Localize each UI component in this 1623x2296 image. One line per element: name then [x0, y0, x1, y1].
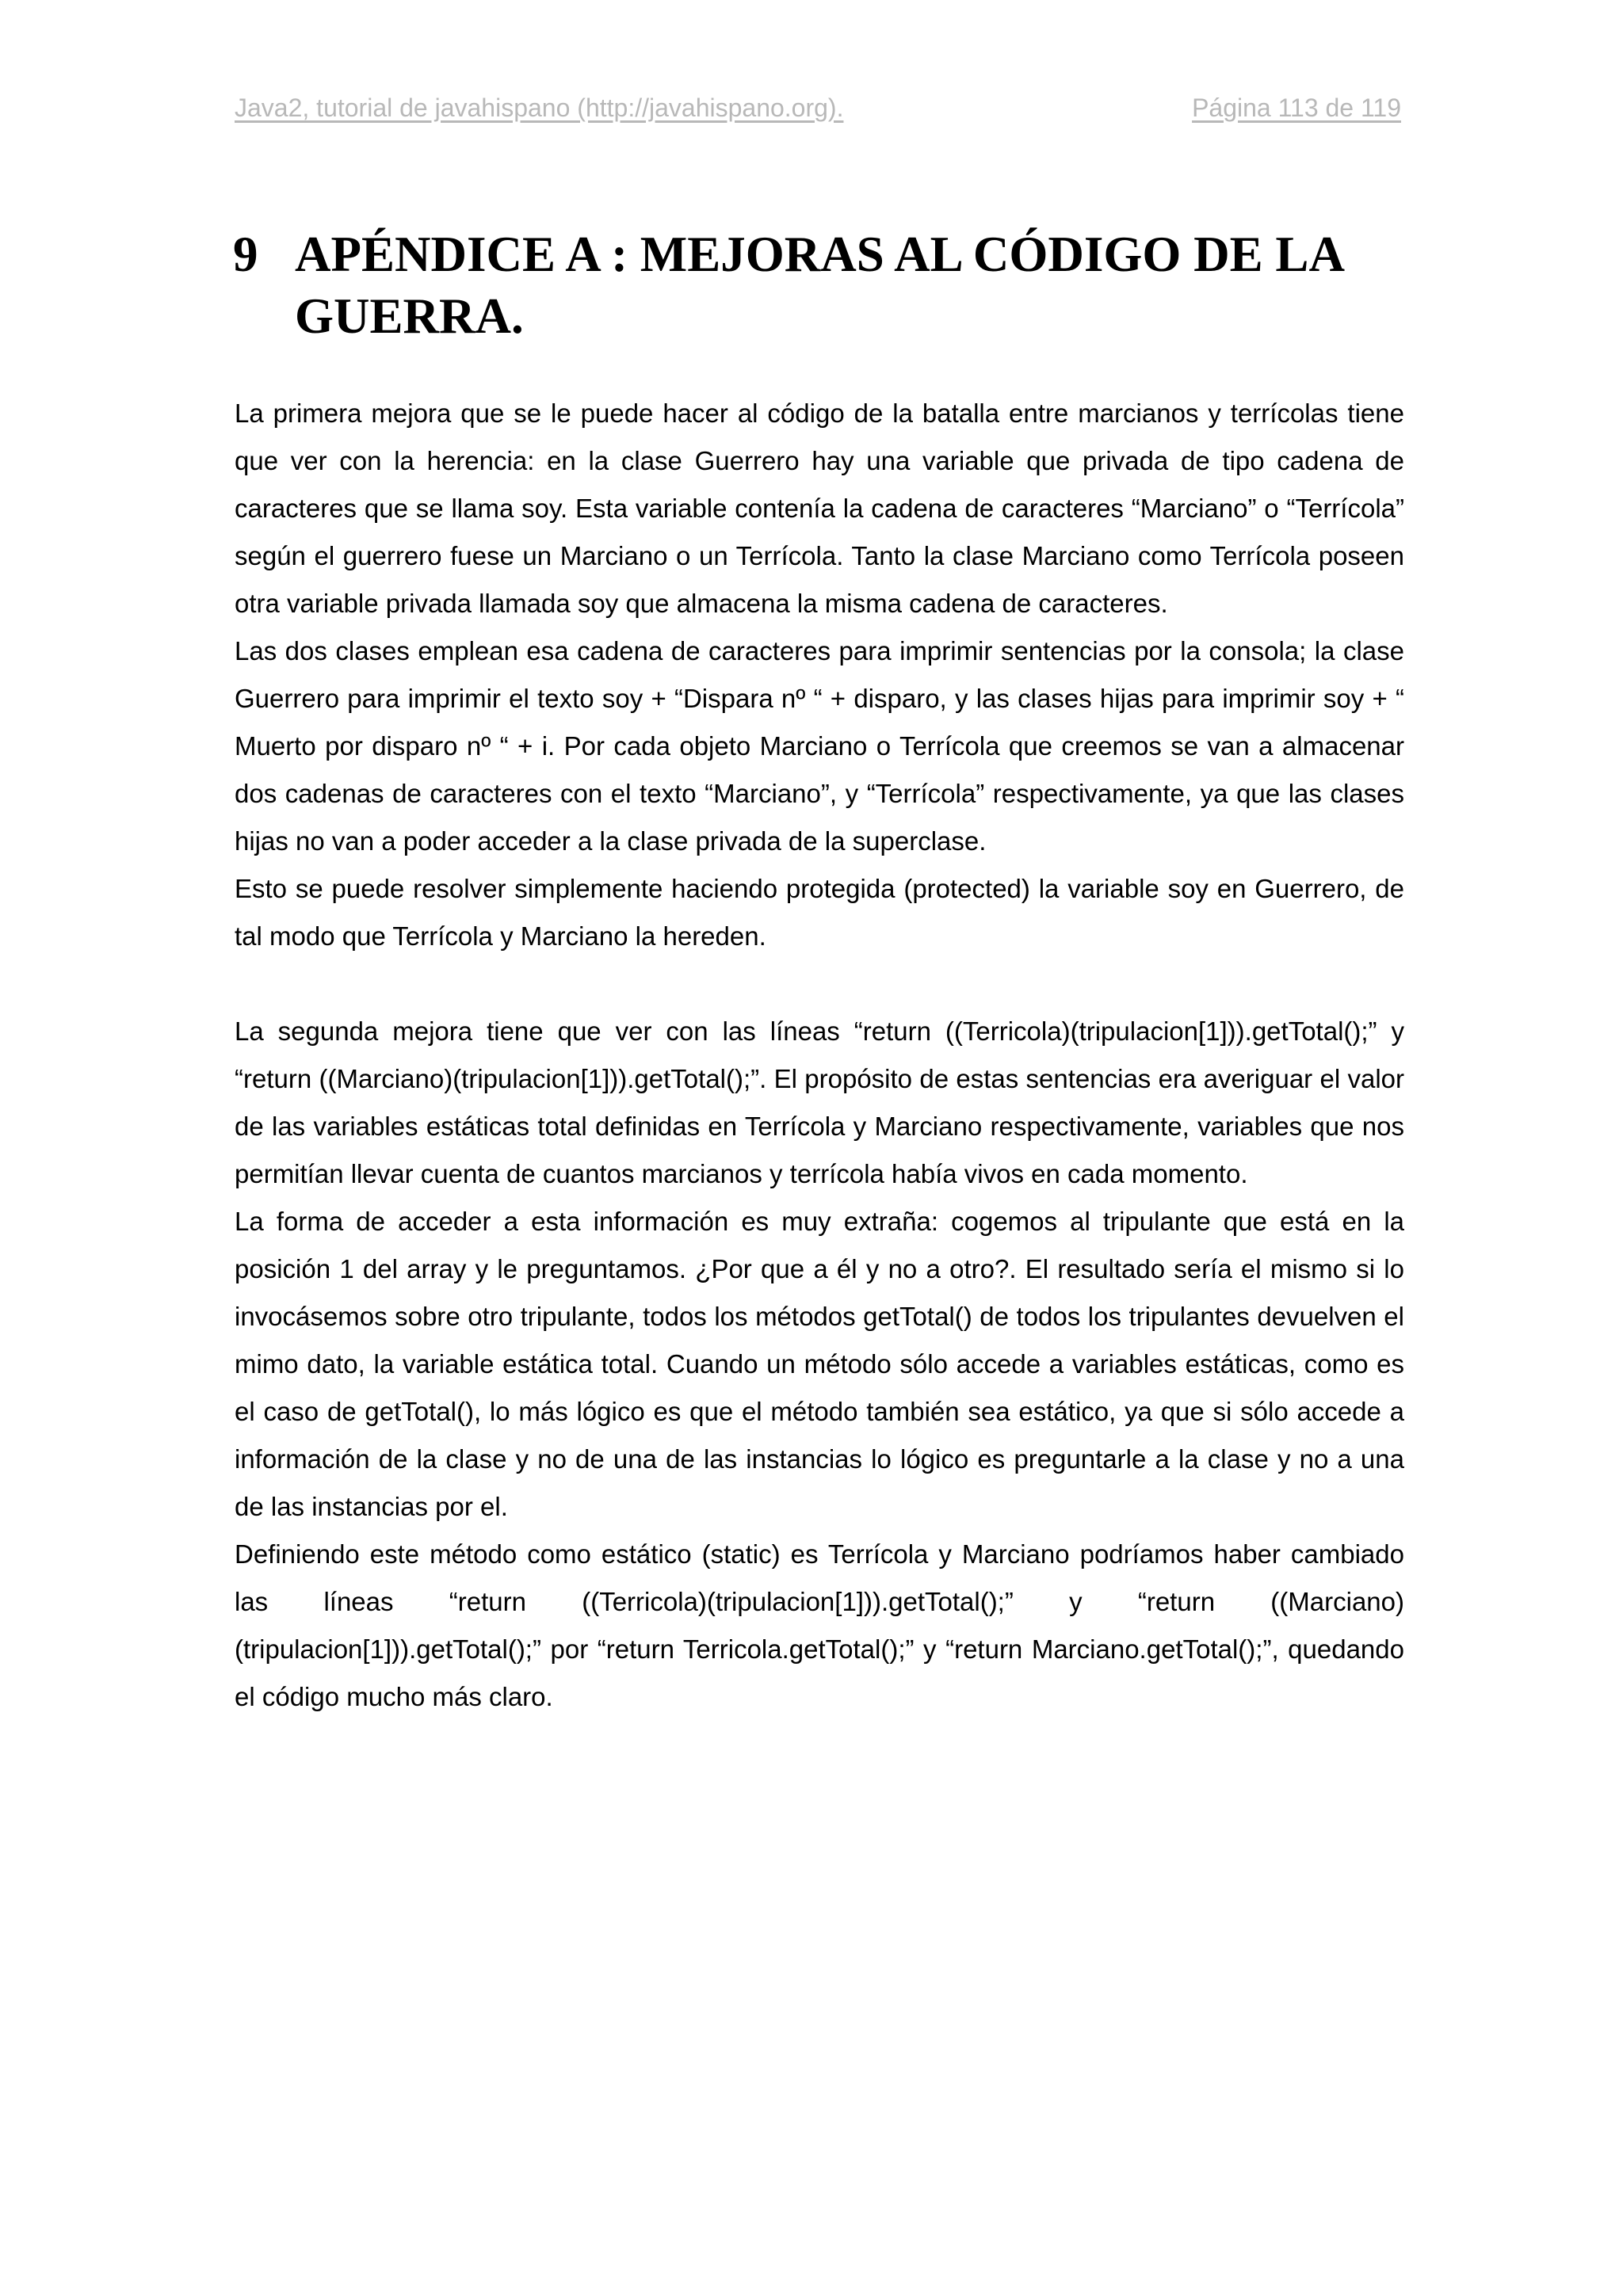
chapter-title: APÉNDICE A : MEJORAS AL CÓDIGO DE LA GUERRA.	[295, 227, 1342, 344]
paragraph: La forma de acceder a esta información es muy extraña: cogemos al tripulante que está en la posición 1 del array y le preguntamos. ¿Por que a él y no a otro?. El resultado sería el mismo si lo invocásemos sobre otro tripulante, todos los métodos getTotal() de todos los tripulantes devuelven el mimo dato, la variable estática total. Cuando un método sólo accede a variables estáticas, como es el caso de getTotal(), lo más lógico es que el método también sea estático, ya que si sólo accede a información de la clase y no de una de las instancias lo lógico es preguntarle a la clase y no a una de las instancias por el.	[235, 1207, 1404, 1521]
paragraph: Esto se puede resolver simplemente haciendo protegida (protected) la variable soy en Guerrero, de tal modo que Terrícola y Marciano la hereden.	[235, 874, 1404, 951]
paragraph: La primera mejora que se le puede hacer al código de la batalla entre marcianos y terrícolas tiene que ver con la herencia: en la clase Guerrero hay una variable que privada de tipo cadena de caracteres que se llama soy. Esta variable contenía la cadena de caracteres “Marciano” o “Terrícola” según el guerrero fuese un Marciano o un Terrícola. Tanto la clase Marciano como Terrícola poseen otra variable privada llamada soy que almacena la misma cadena de caracteres.	[235, 399, 1404, 618]
page-header	[235, 93, 1401, 133]
paragraph-gap	[235, 960, 1404, 1008]
paragraph: La segunda mejora tiene que ver con las líneas “return ((Terricola)(tripulacion[1])).getTotal();” y “return ((Marciano)(tripulacion[1])).getTotal();”. El propósito de estas sentencias era averiguar el valor de las variables estáticas total definidas en Terrícola y Marciano respectivamente, variables que nos permitían llevar cuenta de cuantos marcianos y terrícola había vivos en cada momento.	[235, 1016, 1404, 1188]
body-text	[235, 390, 1404, 1721]
chapter-number: 9	[233, 227, 258, 282]
paragraph: Definiendo este método como estático (static) es Terrícola y Marciano podríamos haber cambiado las líneas “return ((Terricola)(tripulacion[1])).getTotal();” y “return ((Marciano)(tripulacion[1])).getTotal();” por “return Terricola.getTotal();” y “return Marciano.getTotal();”, quedando el código mucho más claro.	[235, 1539, 1404, 1711]
header-source-title: Java2, tutorial de javahispano (http://javahispano.org).	[235, 93, 844, 122]
header-page-number: Página 113 de 119	[1192, 93, 1401, 122]
paragraph: Las dos clases emplean esa cadena de caracteres para imprimir sentencias por la consola; la clase Guerrero para imprimir el texto soy + “Dispara nº “ + disparo, y las clases hijas para imprimir soy + “ Muerto por disparo nº “ + i. Por cada objeto Marciano o Terrícola que creemos se van a almacenar dos cadenas de caracteres con el texto “Marciano”, y “Terrícola” respectivamente, ya que las clases hijas no van a poder acceder a la clase privada de la superclase.	[235, 636, 1404, 856]
